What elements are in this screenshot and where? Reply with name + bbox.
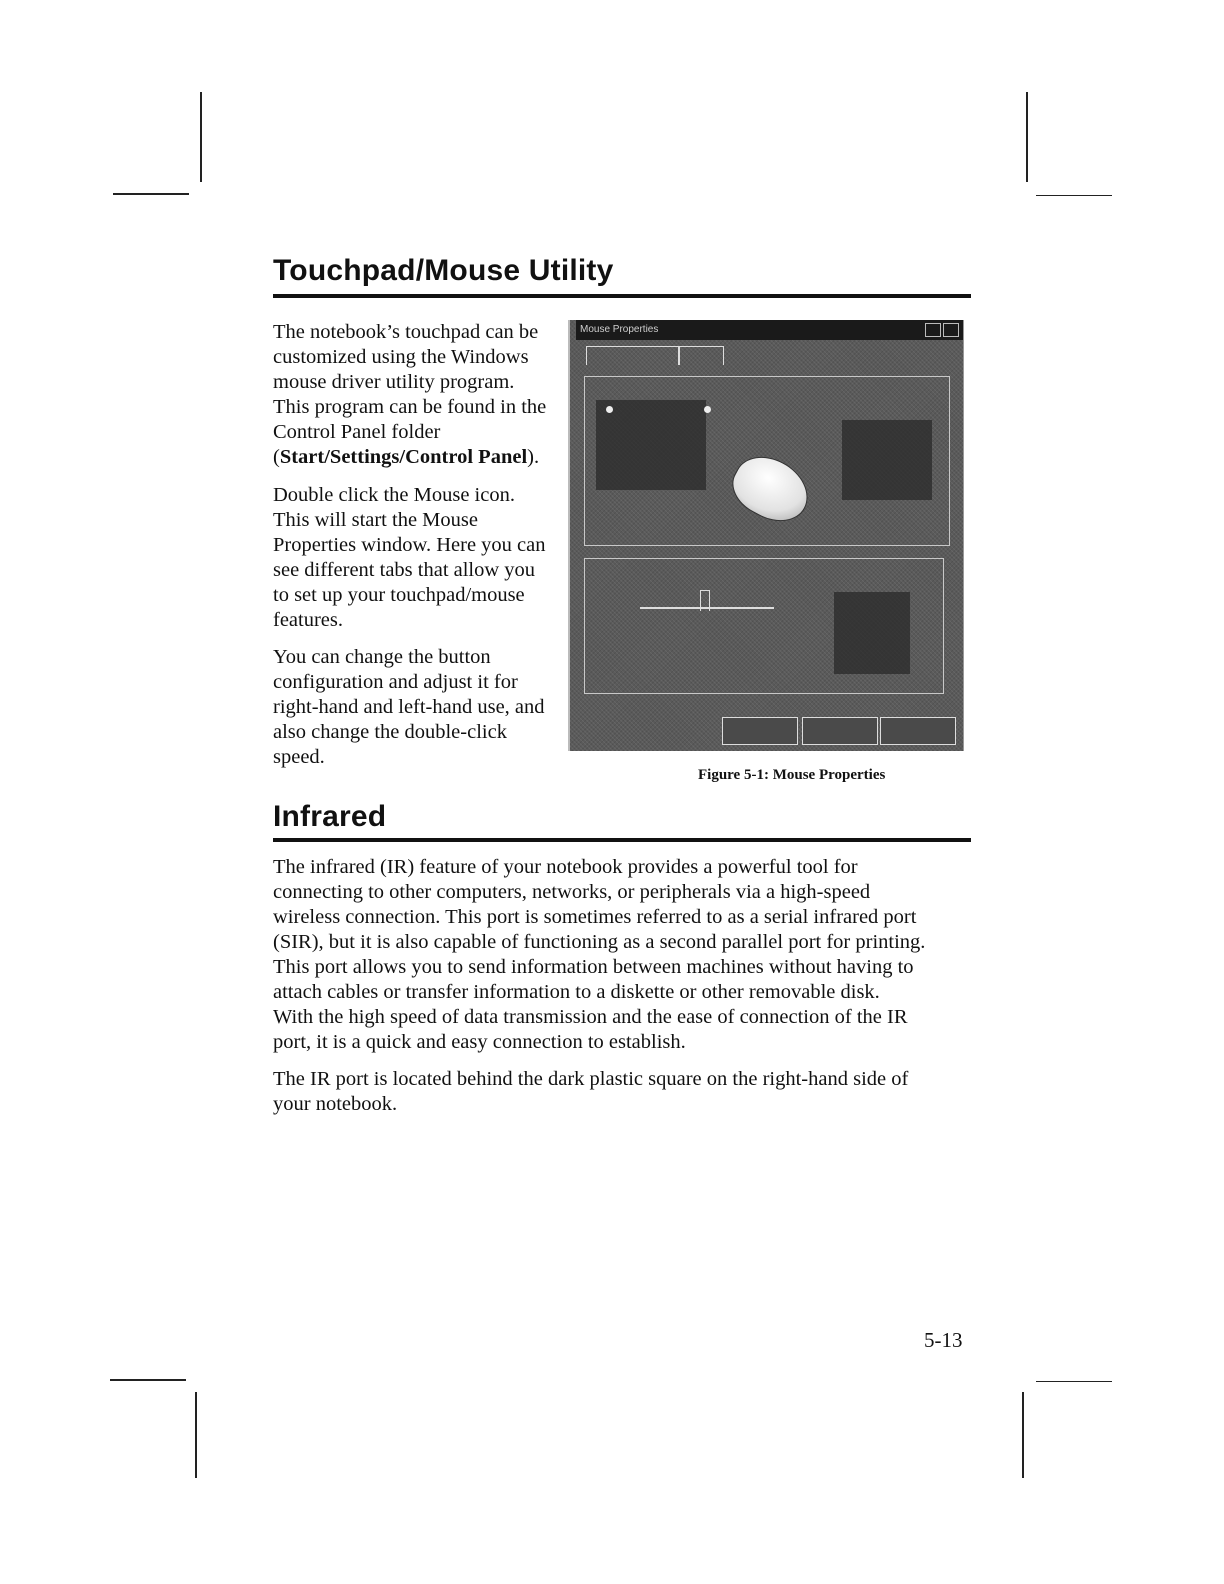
ok-button — [722, 717, 798, 745]
crop-mark-top-right-vertical — [1026, 92, 1028, 182]
text-line: Control Panel folder — [273, 421, 441, 443]
text-line: Properties window. Here you can — [273, 534, 546, 556]
text-line: configuration and adjust it for — [273, 671, 518, 693]
paragraph-mouse-icon — [273, 483, 573, 633]
cancel-button — [802, 717, 878, 745]
text-line: The infrared (IR) feature of your notebook provides a powerful tool for — [273, 856, 858, 878]
text-line: mouse driver utility program. — [273, 371, 515, 393]
section-rule — [273, 838, 971, 842]
crop-mark-bottom-left-horizontal — [110, 1379, 186, 1381]
crop-mark-bottom-left-vertical — [195, 1392, 197, 1478]
radio-right-handed-icon — [606, 406, 613, 413]
text-line: (SIR), but it is also capable of functioning as a second parallel port for printing. — [273, 931, 926, 953]
crop-mark-top-left-vertical — [200, 92, 202, 182]
text-line: your notebook. — [273, 1093, 398, 1115]
menu-path: Start/Settings/Control Panel — [279, 446, 528, 468]
mouse-properties-screenshot — [568, 320, 964, 751]
text-line: see different tabs that allow you — [273, 559, 536, 581]
window-help-icon — [925, 323, 941, 337]
text-line: You can change the button — [273, 646, 491, 668]
apply-button — [880, 717, 956, 745]
crop-mark-bottom-right-vertical — [1022, 1392, 1024, 1478]
test-area — [834, 592, 910, 674]
text-line: to set up your touchpad/mouse — [273, 584, 525, 606]
text-line: The IR port is located behind the dark plastic square on the right-hand side of — [273, 1068, 909, 1090]
text-line: wireless connection. This port is sometimes referred to as a serial infrared port — [273, 906, 917, 928]
text-line: The notebook’s touchpad can be — [273, 321, 539, 343]
paren-open: ( — [273, 446, 280, 468]
crop-mark-top-right-horizontal — [1036, 195, 1112, 196]
figure-caption: Figure 5-1: Mouse Properties — [698, 767, 886, 783]
text-line: With the high speed of data transmission and the ease of connection of the IR — [273, 1006, 908, 1028]
crop-mark-bottom-right-horizontal — [1036, 1381, 1112, 1382]
speed-slider-thumb — [700, 590, 710, 611]
text-line: attach cables or transfer information to a diskette or other removable disk. — [273, 981, 880, 1003]
paragraph-ir-port-location — [273, 1067, 975, 1117]
window-title: Mouse Properties — [580, 324, 659, 335]
text-line: customized using the Windows — [273, 346, 529, 368]
text-line: This will start the Mouse — [273, 509, 478, 531]
section-rule — [273, 294, 971, 298]
text-line: right-hand and left-hand use, and — [273, 696, 545, 718]
paragraph-infrared-intro — [273, 855, 975, 1055]
section-heading-touchpad: Touchpad/Mouse Utility — [273, 254, 614, 287]
window-titlebar — [576, 320, 963, 340]
page-number: 5-13 — [924, 1328, 963, 1352]
right-options-block — [842, 420, 932, 500]
text-line — [273, 446, 539, 468]
paren-close: ). — [527, 446, 540, 468]
paragraph-button-config — [273, 645, 573, 770]
window-close-icon — [943, 323, 959, 337]
tab-buttons — [586, 346, 680, 365]
text-line: also change the double-click — [273, 721, 507, 743]
left-options-block — [596, 400, 706, 490]
text-line: Double click the Mouse icon. — [273, 484, 515, 506]
text-line: features. — [273, 609, 343, 631]
tab-pointers — [678, 346, 724, 365]
text-line: port, it is a quick and easy connection to establish. — [273, 1031, 686, 1053]
crop-mark-top-left-horizontal — [113, 193, 189, 195]
section-heading-infrared: Infrared — [273, 800, 387, 833]
paragraph-touchpad-intro — [273, 320, 573, 470]
text-line: This port allows you to send information between machines without having to — [273, 956, 914, 978]
radio-left-handed-icon — [704, 406, 711, 413]
text-line: connecting to other computers, networks, or peripherals via a high-speed — [273, 881, 871, 903]
text-line: This program can be found in the — [273, 396, 547, 418]
text-line: speed. — [273, 746, 325, 768]
